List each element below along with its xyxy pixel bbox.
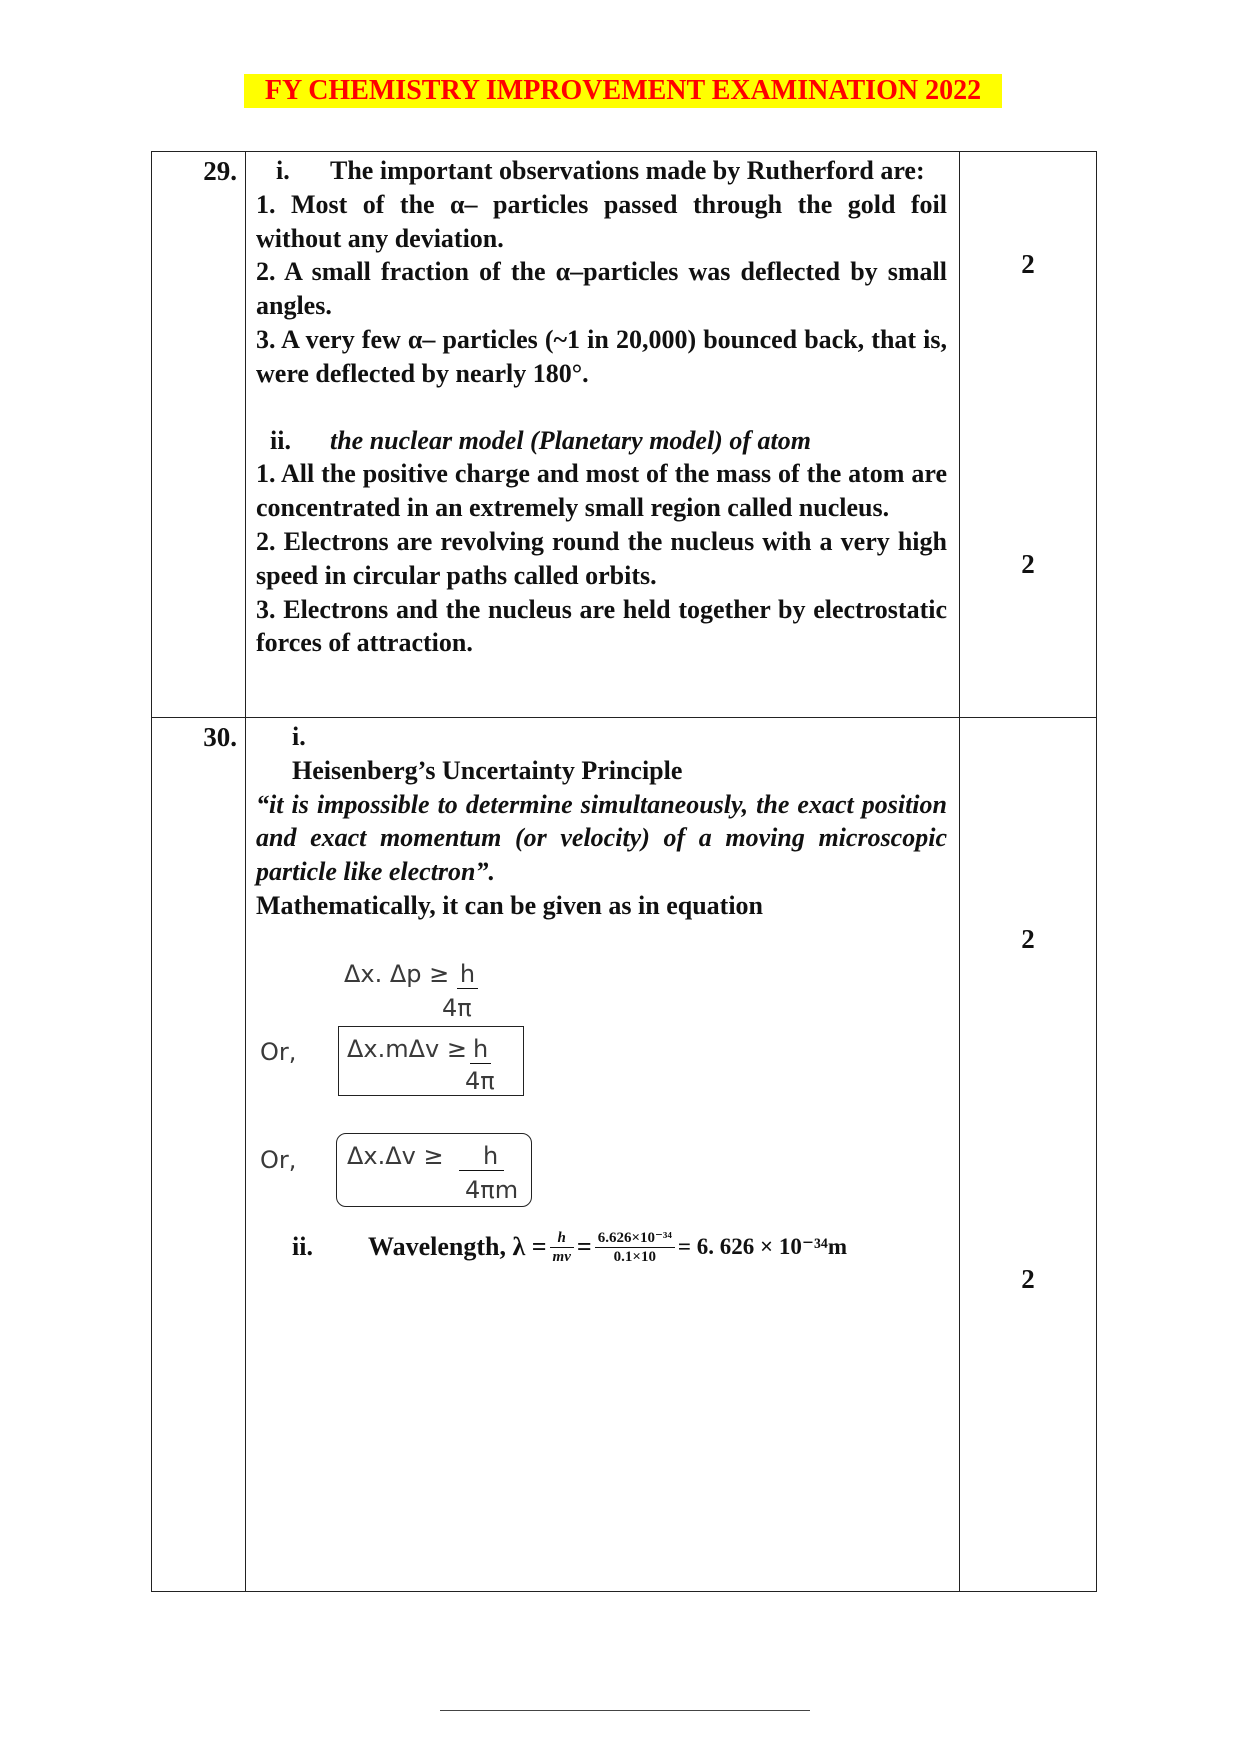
fraction-numeric: $\frac{\text{6.626×10⁻³⁴}}{0.1\times 10}$ [595, 1229, 675, 1266]
answer-cell [246, 718, 960, 1592]
sub-question-label: i. [276, 156, 290, 185]
answer-cell [246, 152, 960, 718]
footer-divider [440, 1710, 810, 1711]
mark-value: 2 [1021, 249, 1035, 279]
or-label: Or, [260, 1145, 297, 1174]
equation-1: Δx. Δp ≥ h [344, 960, 478, 988]
sub-question-label: ii. [270, 425, 291, 455]
marks-cell [960, 152, 1097, 718]
sub-question-heading: ii. the nuclear model (Planetary model) of atom [256, 424, 947, 458]
question-row-29 [152, 152, 1097, 718]
sub-question-label: ii. [292, 1232, 313, 1262]
question-number: 29. [203, 156, 237, 186]
question-row-30 [152, 718, 1097, 1592]
wavelength-calculation: ii. Wavelength, λ = $\frac{h}{mv}$ = $\frac{\text{6.626×10⁻³⁴}}{0.1\times 10}$ = 6. 626 × 10⁻³⁴m [256, 1229, 947, 1266]
uncertainty-equations: Δx. Δp ≥ h 4π Or, Δx.mΔv ≥ h 4π Or, Δx.Δv ≥ h 4πm [256, 923, 947, 1223]
wavelength-result: = 6. 626 × 10⁻³⁴m [677, 1234, 847, 1260]
answer-point: 1. Most of the α– particles passed through the gold foil without any deviation. [256, 189, 947, 253]
answer-point: 1. All the positive charge and most of the mass of the atom are concentrated in an extremely small region called nucleus. [256, 459, 947, 523]
fraction-h-over-mv: $\frac{h}{mv}$ [550, 1229, 574, 1266]
marks-cell [960, 718, 1097, 1592]
or-label: Or, [260, 1037, 297, 1066]
equation-intro: Mathematically, it can be given as in equation [256, 890, 763, 920]
answer-point: 2. Electrons are revolving round the nucleus with a very high speed in circular paths called orbits. [256, 526, 947, 590]
principle-statement: “it is impossible to determine simultaneously, the exact position and exact momentum (or velocity) of a moving microscopic particle like electron”. [256, 789, 947, 887]
boxed-equation-2: Δx.mΔv ≥ h 4π [338, 1026, 524, 1096]
answer-point: 3. A very few α– particles (~1 in 20,000) bounced back, that is, were deflected by nearly 180°. [256, 324, 947, 388]
question-number: 30. [203, 722, 237, 752]
exam-title: FY CHEMISTRY IMPROVEMENT EXAMINATION 2022 [244, 74, 1002, 108]
answer-point: 2. A small fraction of the α–particles was deflected by small angles. [256, 257, 947, 321]
mark-value: 2 [1021, 924, 1035, 954]
mark-value: 2 [1021, 1264, 1035, 1294]
answer-table [151, 151, 1097, 1592]
sub-question-heading: i. The important observations made by Rutherford are: [256, 154, 947, 188]
question-number-cell [152, 152, 246, 718]
mark-value: 2 [1021, 549, 1035, 579]
sub-question-label: i. [292, 722, 306, 751]
question-number-cell [152, 718, 246, 1592]
answer-point: 3. Electrons and the nucleus are held together by electrostatic forces of attraction. [256, 594, 947, 658]
sub-question-heading: Heisenberg’s Uncertainty Principle [292, 755, 683, 785]
boxed-equation-3: Δx.Δv ≥ h 4πm [336, 1133, 532, 1207]
